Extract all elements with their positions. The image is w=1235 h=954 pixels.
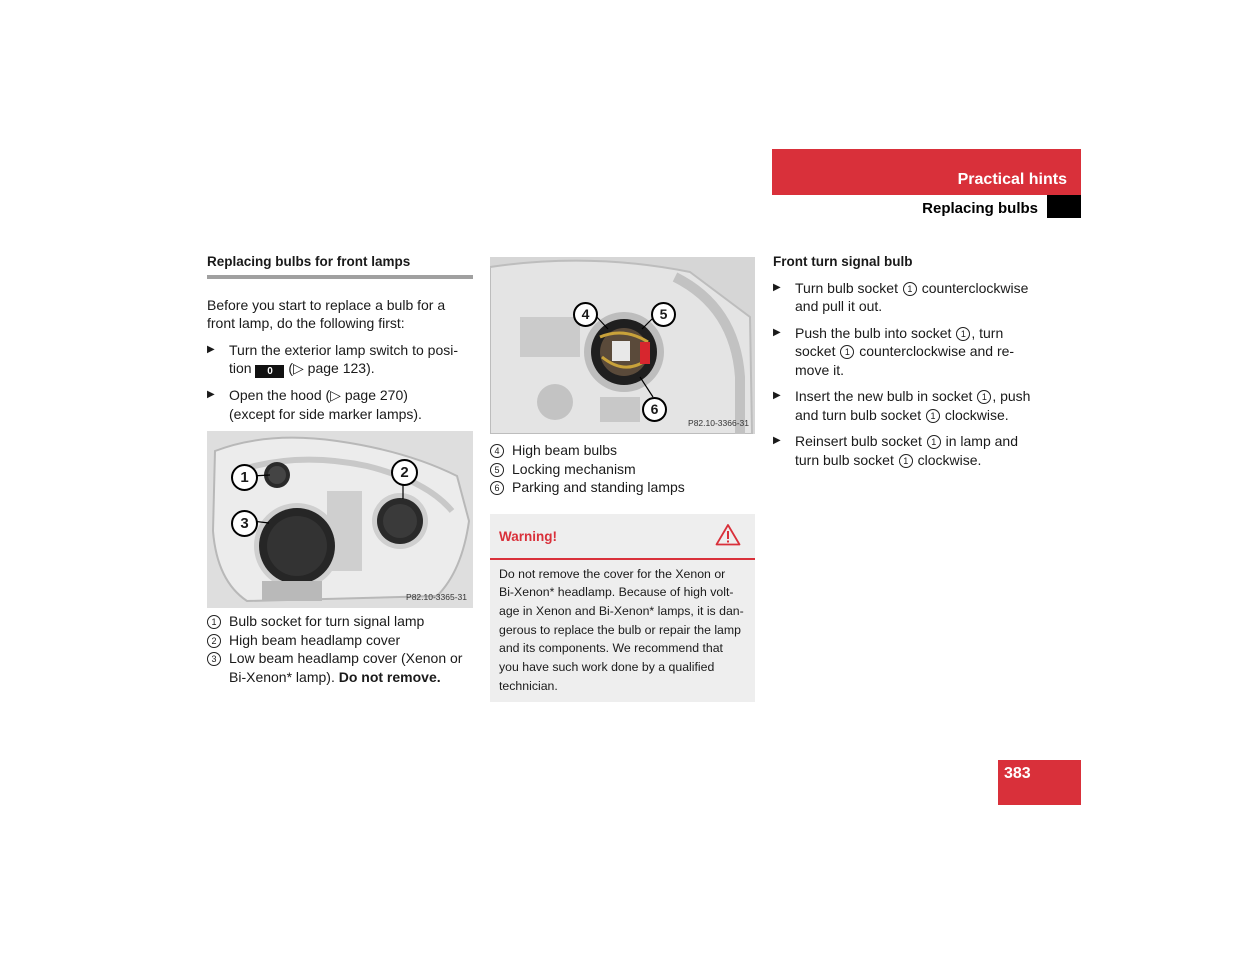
step-text: turn bulb socket bbox=[795, 451, 894, 468]
bullet-arrow-icon: ▶ bbox=[207, 389, 215, 400]
step-text: counterclockwise bbox=[921, 279, 1029, 296]
warning-line: Bi-Xenon* headlamp. Because of high volt- bbox=[499, 585, 734, 600]
legend-number: 4 bbox=[490, 444, 504, 458]
bullet-arrow-icon: ▶ bbox=[773, 326, 781, 338]
legend-text: Low beam headlamp cover (Xenon or bbox=[229, 650, 463, 666]
callout-6: 6 bbox=[642, 397, 667, 422]
step-turn-socket bbox=[773, 279, 1038, 316]
legend-number: 6 bbox=[490, 481, 504, 495]
intro-text: Before you start to replace a bulb for a front lamp, do the following first: bbox=[207, 296, 446, 331]
warning-line: you have such work done by a qualified bbox=[499, 660, 715, 675]
headlamp-rear-illustration bbox=[490, 257, 755, 434]
bullet-arrow-icon: ▶ bbox=[773, 281, 781, 293]
warning-box bbox=[490, 514, 755, 703]
step-text: move it. bbox=[795, 361, 845, 378]
legend-item bbox=[490, 460, 755, 479]
legend-text: Bi-Xenon* lamp). bbox=[229, 668, 335, 685]
figure-legend bbox=[207, 612, 473, 686]
right-column bbox=[773, 253, 1038, 469]
figure-legend bbox=[490, 441, 755, 497]
legend-text: Locking mechanism bbox=[512, 460, 636, 477]
warning-line: and its components. We recommend that bbox=[499, 641, 723, 656]
bullet-arrow-icon: ▶ bbox=[207, 343, 215, 355]
warning-title: Warning! bbox=[499, 528, 557, 544]
section-marker bbox=[1047, 195, 1081, 218]
step-text: Turn the exterior lamp switch to posi- bbox=[229, 341, 459, 358]
ref-number: 1 bbox=[903, 282, 917, 296]
warning-line: gerous to replace the bulb or repair the lamp bbox=[499, 622, 741, 637]
legend-number: 5 bbox=[490, 463, 504, 477]
warning-header bbox=[490, 514, 755, 560]
ref-number: 1 bbox=[927, 435, 941, 449]
step-text: , turn bbox=[971, 324, 1004, 341]
legend-text: Parking and standing lamps bbox=[512, 479, 685, 495]
step-text: Open the hood (▷ page 270) bbox=[229, 387, 408, 403]
step-text: clockwise. bbox=[944, 406, 1009, 423]
bullet-arrow-icon: ▶ bbox=[773, 390, 781, 401]
legend-number: 3 bbox=[207, 652, 221, 666]
headlamp-rear-figure bbox=[490, 257, 755, 434]
section-header bbox=[772, 195, 1047, 218]
page-number-box bbox=[998, 760, 1081, 805]
legend-item bbox=[207, 631, 473, 650]
warning-text bbox=[490, 560, 755, 703]
legend-item bbox=[490, 441, 755, 460]
step-text: Insert the new bulb in socket bbox=[795, 388, 973, 404]
step-text: , push bbox=[992, 388, 1031, 404]
legend-text: Bulb socket for turn signal lamp bbox=[229, 613, 425, 629]
bullet-arrow-icon: ▶ bbox=[773, 435, 781, 446]
callout-3: 3 bbox=[231, 510, 258, 537]
ref-number: 1 bbox=[977, 390, 991, 404]
callout-1: 1 bbox=[231, 464, 258, 491]
callout-5: 5 bbox=[651, 302, 676, 327]
legend-item bbox=[207, 649, 473, 686]
warning-line: Do not remove the cover for the Xenon or bbox=[499, 566, 726, 581]
step-insert-bulb bbox=[773, 387, 1038, 424]
step-text: in lamp and bbox=[945, 433, 1019, 449]
step-text: clockwise. bbox=[917, 451, 982, 468]
warning-line: technician. bbox=[499, 678, 558, 693]
ref-number: 1 bbox=[899, 454, 913, 468]
step-text: and pull it out. bbox=[795, 298, 883, 314]
legend-emphasis: Do not remove. bbox=[338, 668, 441, 685]
callout-4: 4 bbox=[573, 302, 598, 327]
step-text: (except for side marker lamps). bbox=[229, 405, 422, 422]
step-lamp-switch bbox=[207, 341, 473, 379]
step-text: counterclockwise and re- bbox=[859, 343, 1015, 359]
callout-2: 2 bbox=[391, 459, 418, 486]
section-title: Replacing bulbs bbox=[922, 200, 1038, 217]
legend-text: High beam bulbs bbox=[512, 442, 618, 458]
legend-item bbox=[207, 612, 473, 631]
legend-number: 2 bbox=[207, 634, 221, 648]
legend-item bbox=[490, 478, 755, 497]
step-open-hood bbox=[207, 386, 473, 423]
figure-code: P82.10-3366-31 bbox=[688, 417, 749, 428]
step-text: Push the bulb into socket bbox=[795, 324, 952, 341]
section-heading: Replacing bulbs for front lamps bbox=[207, 253, 473, 279]
chapter-header-bar bbox=[772, 149, 1081, 195]
left-column bbox=[207, 253, 473, 686]
headlamp-figure bbox=[207, 431, 473, 608]
legend-text: High beam headlamp cover bbox=[229, 631, 401, 648]
warning-line: age in Xenon and Bi-Xenon* lamps, it is dan- bbox=[499, 603, 744, 618]
subsection-heading: Front turn signal bulb bbox=[773, 254, 913, 269]
page-number: 383 bbox=[1004, 765, 1031, 782]
step-text: tion bbox=[229, 360, 252, 376]
step-remove-bulb bbox=[773, 324, 1038, 380]
warning-triangle-icon bbox=[715, 523, 741, 546]
figure-code: P82.10-3365-31 bbox=[406, 591, 467, 602]
middle-column bbox=[490, 257, 755, 702]
step-text: socket bbox=[795, 343, 836, 359]
step-text: Reinsert bulb socket bbox=[795, 433, 922, 449]
chapter-title: Practical hints bbox=[957, 171, 1067, 188]
page-reference: (▷ page 123). bbox=[288, 360, 375, 376]
step-text: and turn bulb socket bbox=[795, 406, 922, 423]
legend-number: 1 bbox=[207, 615, 221, 629]
ref-number: 1 bbox=[926, 409, 940, 423]
step-reinsert-socket bbox=[773, 432, 1038, 469]
switch-position-key: 0 bbox=[255, 365, 284, 378]
step-text: Turn bulb socket bbox=[795, 279, 898, 296]
ref-number: 1 bbox=[840, 345, 854, 359]
ref-number: 1 bbox=[956, 327, 970, 341]
